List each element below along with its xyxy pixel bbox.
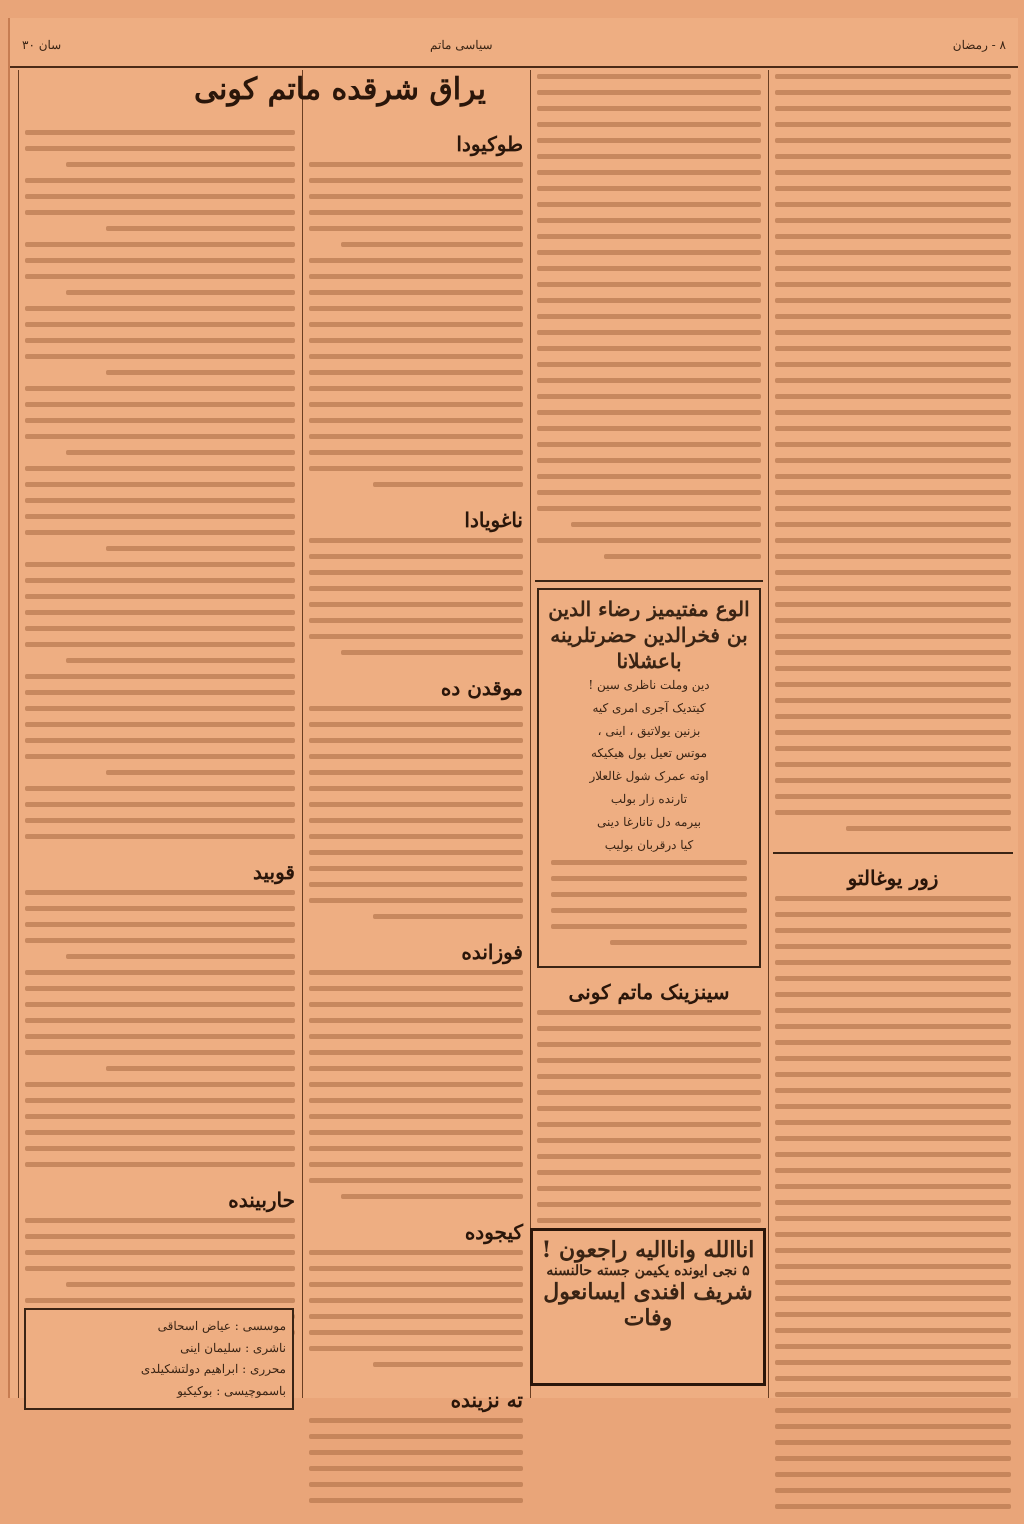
col2-heading-2: ناغویادا xyxy=(464,508,523,532)
poem-line: اوته عمرک شول غالعلار xyxy=(589,769,709,784)
page-header xyxy=(10,18,1018,68)
poem-line: کیتدیک آجری امری کیه xyxy=(592,700,706,715)
col2-heading-4: فوزانده xyxy=(461,940,523,964)
col3-heading-2: سینزینک ماتم کونی xyxy=(568,980,730,1005)
header-left: سان ۳۰ xyxy=(22,38,62,52)
death-notice-line-1: اناالله واناالیه راجعون ! xyxy=(541,1237,755,1263)
col1-heading-2: حاربینده xyxy=(228,1188,295,1212)
header-right: ٨ - رمضان xyxy=(952,38,1006,52)
staff-publisher: ناشری : سلیمان اینی xyxy=(180,1340,286,1355)
poem-line: بیرمه دل تانارغا دینی xyxy=(597,814,701,829)
column-4 xyxy=(768,70,1017,1398)
staff-box xyxy=(24,1308,294,1410)
col2-heading-6: ته نزینده xyxy=(450,1388,523,1412)
staff-editor: محرری : ابراهیم دولتشکیلدی xyxy=(140,1362,286,1377)
poem-box xyxy=(537,588,761,968)
staff-printer: باسموچیسی : بوکیکیو xyxy=(177,1383,286,1398)
poem-line: موتس تعیل بول هیکیکه xyxy=(590,746,708,761)
poem-title: الوع مفتیمیز رضاء الدین بن فخرالدین حضرتلرینه باعشلانا xyxy=(548,597,750,673)
poem-lines xyxy=(545,674,753,856)
column-1 xyxy=(18,70,301,1398)
col2-heading-5: کیجوده xyxy=(464,1220,523,1244)
poem-line: کیا درقربان بولیب xyxy=(604,837,694,852)
poem-line: تارنده زار بولب xyxy=(610,791,688,806)
staff-founder: موسسی : عیاض اسحاقی xyxy=(157,1319,286,1333)
poem-line: دین وملت ناظری سین ! xyxy=(588,678,710,692)
column-2 xyxy=(302,70,529,1412)
poem-line: بزنین یولاتیق ، اینی ، xyxy=(597,723,701,738)
death-notice-line-3: شریف افندی ایسانعول xyxy=(543,1279,753,1305)
death-notice-line-2: ۵ نجی ایونده یکیمن جسته حالنسنه xyxy=(546,1263,750,1279)
death-notice-line-4: وفات xyxy=(623,1305,673,1331)
death-notice-box xyxy=(530,1228,766,1386)
masthead-title: یراق شرقده ماتم کونی xyxy=(193,72,486,107)
col1-heading-1: قوبید xyxy=(253,860,295,884)
col2-heading-1: طوکیودا xyxy=(456,132,523,156)
newspaper-page xyxy=(8,18,1018,1412)
column-3 xyxy=(530,70,767,1398)
col4-heading: زور یوغالتو xyxy=(847,866,939,890)
header-center: سیاسی ماتم xyxy=(430,38,493,52)
col2-heading-3: موقدن ده xyxy=(440,676,523,700)
